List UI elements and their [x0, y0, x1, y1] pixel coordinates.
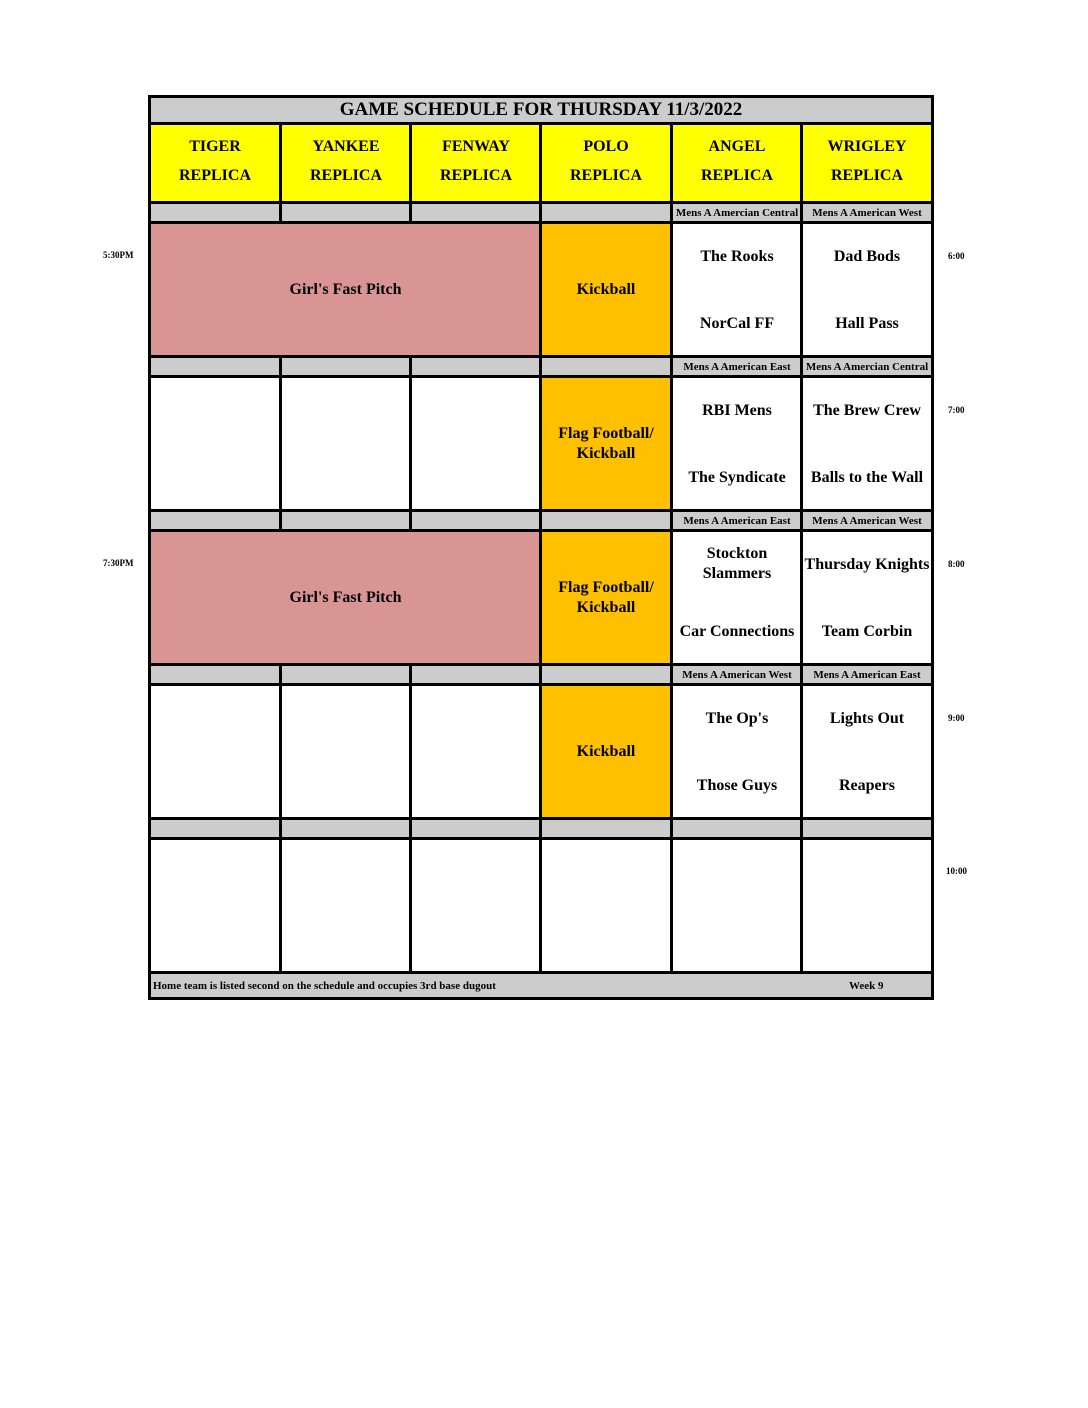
field-header-fenway	[409, 122, 543, 204]
home-team: The Syndicate	[688, 469, 786, 486]
empty-cell	[279, 683, 413, 820]
empty-cell	[800, 837, 934, 974]
empty-cell	[279, 375, 413, 512]
division-label: Mens A Amercian Central	[670, 201, 804, 224]
footer-bar	[148, 971, 934, 1000]
empty-cell	[148, 683, 282, 820]
away-team: Stockton Slammers	[702, 545, 772, 582]
polo-game-cell: Flag Football/ Kickball	[539, 529, 673, 666]
field-name: FENWAY	[442, 138, 510, 155]
field-name: WRIGLEY	[827, 138, 907, 155]
wrigley-game-cell	[800, 375, 934, 512]
angel-game-cell	[670, 375, 804, 512]
empty-cell	[409, 375, 543, 512]
field-header-wrigley	[800, 122, 934, 204]
away-team: The Rooks	[700, 248, 774, 265]
field-header-polo	[539, 122, 673, 204]
angel-game-cell	[670, 683, 804, 820]
field-name: POLO	[583, 138, 629, 155]
girls-fast-pitch-block: Girl's Fast Pitch	[148, 221, 543, 358]
field-sub: REPLICA	[178, 167, 251, 184]
field-header-yankee	[279, 122, 413, 204]
away-team: The Brew Crew	[813, 402, 921, 419]
away-team: Thursday Knights	[804, 556, 930, 573]
home-team: Balls to the Wall	[810, 469, 924, 486]
field-sub: REPLICA	[700, 167, 773, 184]
division-label: Mens A American West	[800, 509, 934, 532]
field-sub: REPLICA	[569, 167, 642, 184]
home-team: Reapers	[839, 777, 895, 794]
girls-fast-pitch-block: Girl's Fast Pitch	[148, 529, 543, 666]
field-name: ANGEL	[708, 138, 766, 155]
home-team: Car Connections	[679, 623, 795, 640]
page-title: GAME SCHEDULE FOR THURSDAY 11/3/2022	[148, 95, 934, 125]
wrigley-game-cell	[800, 683, 934, 820]
home-team: Hall Pass	[835, 315, 899, 332]
away-team: The Op's	[705, 710, 769, 727]
field-sub: REPLICA	[439, 167, 512, 184]
home-team: Those Guys	[696, 777, 778, 794]
field-sub: REPLICA	[830, 167, 903, 184]
division-label: Mens A American East	[670, 509, 804, 532]
division-label: Mens A American West	[670, 663, 804, 686]
division-label: Mens A American East	[800, 663, 934, 686]
field-sub: REPLICA	[309, 167, 382, 184]
wrigley-game-cell	[800, 221, 934, 358]
division-label: Mens A American West	[800, 201, 934, 224]
away-team: Dad Bods	[833, 248, 901, 265]
time-label: 9:00	[948, 713, 965, 723]
wrigley-game-cell	[800, 529, 934, 666]
empty-cell	[279, 837, 413, 974]
empty-cell	[148, 837, 282, 974]
angel-game-cell	[670, 221, 804, 358]
field-name: YANKEE	[312, 138, 380, 155]
start-time-label: 5:30PM	[103, 250, 134, 260]
away-team: RBI Mens	[702, 402, 772, 419]
polo-game-cell: Kickball	[539, 221, 673, 358]
field-header-tiger	[148, 122, 282, 204]
empty-cell	[409, 683, 543, 820]
empty-cell	[409, 837, 543, 974]
field-name: TIGER	[189, 138, 241, 155]
footer-note: Home team is listed second on the schedule and occupies 3rd base dugout	[153, 980, 496, 992]
time-label: 10:00	[946, 866, 967, 876]
field-header-angel	[670, 122, 804, 204]
home-team: Team Corbin	[821, 623, 913, 640]
polo-game-cell: Flag Football/ Kickball	[539, 375, 673, 512]
week-label: Week 9	[849, 980, 884, 992]
empty-cell	[670, 837, 804, 974]
division-label: Mens A Amercian Central	[800, 355, 934, 378]
away-team: Lights Out	[829, 710, 905, 727]
polo-game-cell: Kickball	[539, 683, 673, 820]
time-label: 8:00	[948, 559, 965, 569]
start-time-label: 7:30PM	[103, 558, 134, 568]
empty-cell	[539, 837, 673, 974]
home-team: NorCal FF	[699, 315, 775, 332]
empty-cell	[148, 375, 282, 512]
division-label: Mens A American East	[670, 355, 804, 378]
time-label: 6:00	[948, 251, 965, 261]
angel-game-cell	[670, 529, 804, 666]
time-label: 7:00	[948, 405, 965, 415]
